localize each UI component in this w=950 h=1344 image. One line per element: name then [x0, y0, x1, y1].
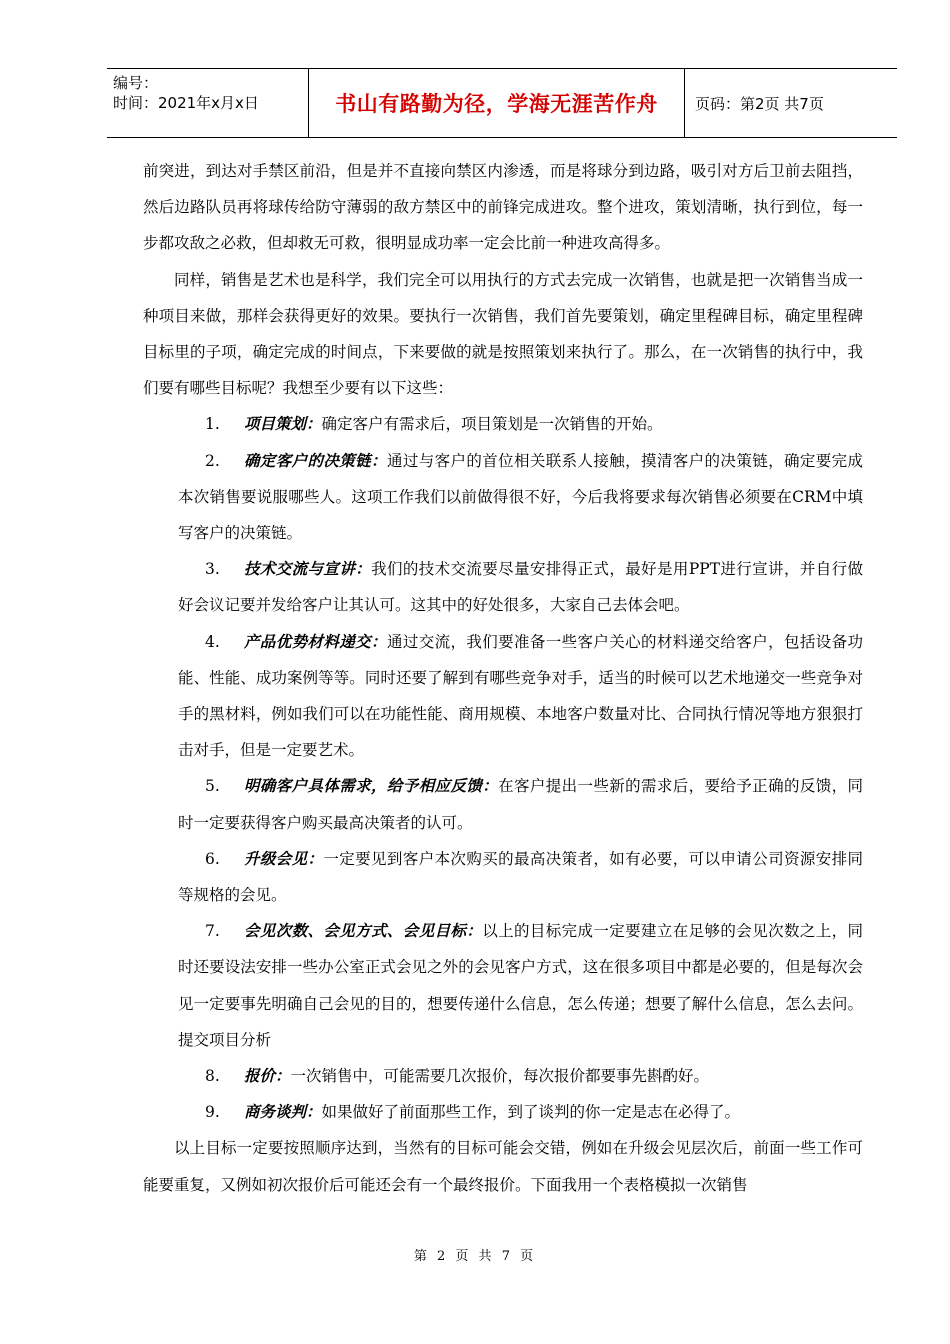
- list-item-number: 8.: [205, 1067, 220, 1086]
- list-item-text: 通过与客户的首位相关联系人接触，摸清客户的决策链，确定要完成本次销售要说服哪些人。这项工作我们以前做得很不好，今后我将要求每次销售必须要在CRM中填写客户的决策链。: [178, 451, 863, 543]
- list-item-term: 升级会见：: [244, 848, 324, 868]
- list-item-text: 通过交流，我们要准备一些客户关心的材料递交给客户，包括设备功能、性能、成功案例等等。同时还要了解到有哪些竞争对手，适当的时候可以艺术地递交一些竞争对手的黑材料，例如我们可以在功能性能、商用规模、本地客户数量对比、合同执行情况等地方狠狠打击对手，但是一定要艺术。: [178, 632, 863, 760]
- goal-list: [143, 406, 863, 1130]
- header-meta-cell: [107, 69, 309, 137]
- number-label: 编号：: [113, 74, 159, 92]
- list-item-term: 会见次数、会见方式、会见目标：: [244, 921, 483, 941]
- page-label: 页码：第2页 共7页: [695, 94, 824, 113]
- paragraph-2: 同样，销售是艺术也是科学，我们完全可以用执行的方式去完成一次销售，也就是把一次销售当成一种项目来做，那样会获得更好的效果。要执行一次销售，我们首先要策划，确定里程碑目标，确定里程碑目标里的子项，确定完成的时间点，下来要做的就是按照策划来执行了。那么，在一次销售的执行中，我们要有哪些目标呢？我想至少要有以下这些：: [143, 270, 863, 398]
- list-item-number: 9.: [205, 1103, 220, 1122]
- list-item-number: 5.: [205, 777, 220, 796]
- list-item-term: 商务谈判：: [244, 1102, 322, 1122]
- list-item: [143, 768, 863, 840]
- header-page-cell: [685, 69, 897, 137]
- list-item-number: 4.: [205, 632, 220, 651]
- list-item-text: 一定要见到客户本次购买的最高决策者，如有必要，可以申请公司资源安排同等规格的会见。: [178, 849, 863, 905]
- list-item-text: 一次销售中，可能需要几次报价，每次报价都要事先斟酌好。: [290, 1067, 710, 1086]
- list-item-text: 确定客户有需求后，项目策划是一次销售的开始。: [321, 415, 663, 434]
- list-item-term: 技术交流与宣讲：: [244, 559, 372, 579]
- list-item-text: 我们的技术交流要尽量安排得正式，最好是用PPT进行宣讲，并自行做好会议记要并发给客户让其认可。这其中的好处很多，大家自己去体会吧。: [178, 560, 863, 615]
- page-footer: 第 2 页 共 7 页: [413, 1249, 537, 1264]
- list-item: [143, 624, 863, 769]
- motto-text: 书山有路勤为径，学海无涯苦作舟: [335, 92, 658, 116]
- list-item-term: 确定客户的决策链：: [244, 450, 387, 470]
- list-item-number: 3.: [205, 560, 220, 579]
- paragraph-last: 以上目标一定要按照顺序达到，当然有的目标可能会交错，例如在升级会见层次后，前面一些工作可能要重复，又例如初次报价后可能还会有一个最终报价。下面我用一个表格模拟一次销售: [143, 1139, 863, 1194]
- list-item: [143, 443, 863, 552]
- list-item: [143, 841, 863, 913]
- header-motto-cell: [309, 69, 685, 137]
- document-header: [107, 68, 897, 138]
- list-item-number: 7.: [205, 922, 220, 941]
- list-item-text: 如果做好了前面那些工作，到了谈判的你一定是志在必得了。: [321, 1103, 741, 1122]
- list-item-term: 项目策划：: [244, 414, 322, 434]
- paragraph-1: 前突进，到达对手禁区前沿，但是并不直接向禁区内渗透，而是将球分到边路，吸引对方后卫前去阻挡，然后边路队员再将球传给防守薄弱的敌方禁区中的前锋完成进攻。整个进攻，策划清晰，执行到位，每一步都攻敌之必救，但却救无可救，很明显成功率一定会比前一种进攻高得多。: [143, 162, 863, 253]
- list-item-number: 6.: [205, 849, 220, 868]
- list-item-term: 明确客户具体需求，给予相应反馈：: [244, 776, 499, 796]
- list-item: [143, 551, 863, 623]
- list-item-number: 2.: [205, 451, 220, 470]
- list-item: [143, 1058, 863, 1094]
- list-item-term: 产品优势材料递交：: [244, 631, 387, 651]
- list-item: [143, 406, 863, 442]
- list-item-text: 以上的目标完成一定要建立在足够的会见次数之上，同时还要设法安排一些办公室正式会见之外的会见客户方式，这在很多项目中都是必要的，但是每次会见一定要事先明确自己会见的目的，想要传递什么信息，怎么传递；想要了解什么信息，怎么去问。提交项目分析: [178, 922, 863, 1049]
- list-item-text: 在客户提出一些新的需求后，要给予正确的反馈，同时一定要获得客户购买最高决策者的认可。: [178, 777, 863, 832]
- time-label: 时间：2021年x月x日: [113, 94, 259, 112]
- document-body: [143, 153, 863, 1203]
- list-item: [143, 1094, 863, 1130]
- list-item-term: 报价：: [244, 1066, 291, 1086]
- list-item: [143, 913, 863, 1058]
- list-item-number: 1.: [205, 415, 220, 434]
